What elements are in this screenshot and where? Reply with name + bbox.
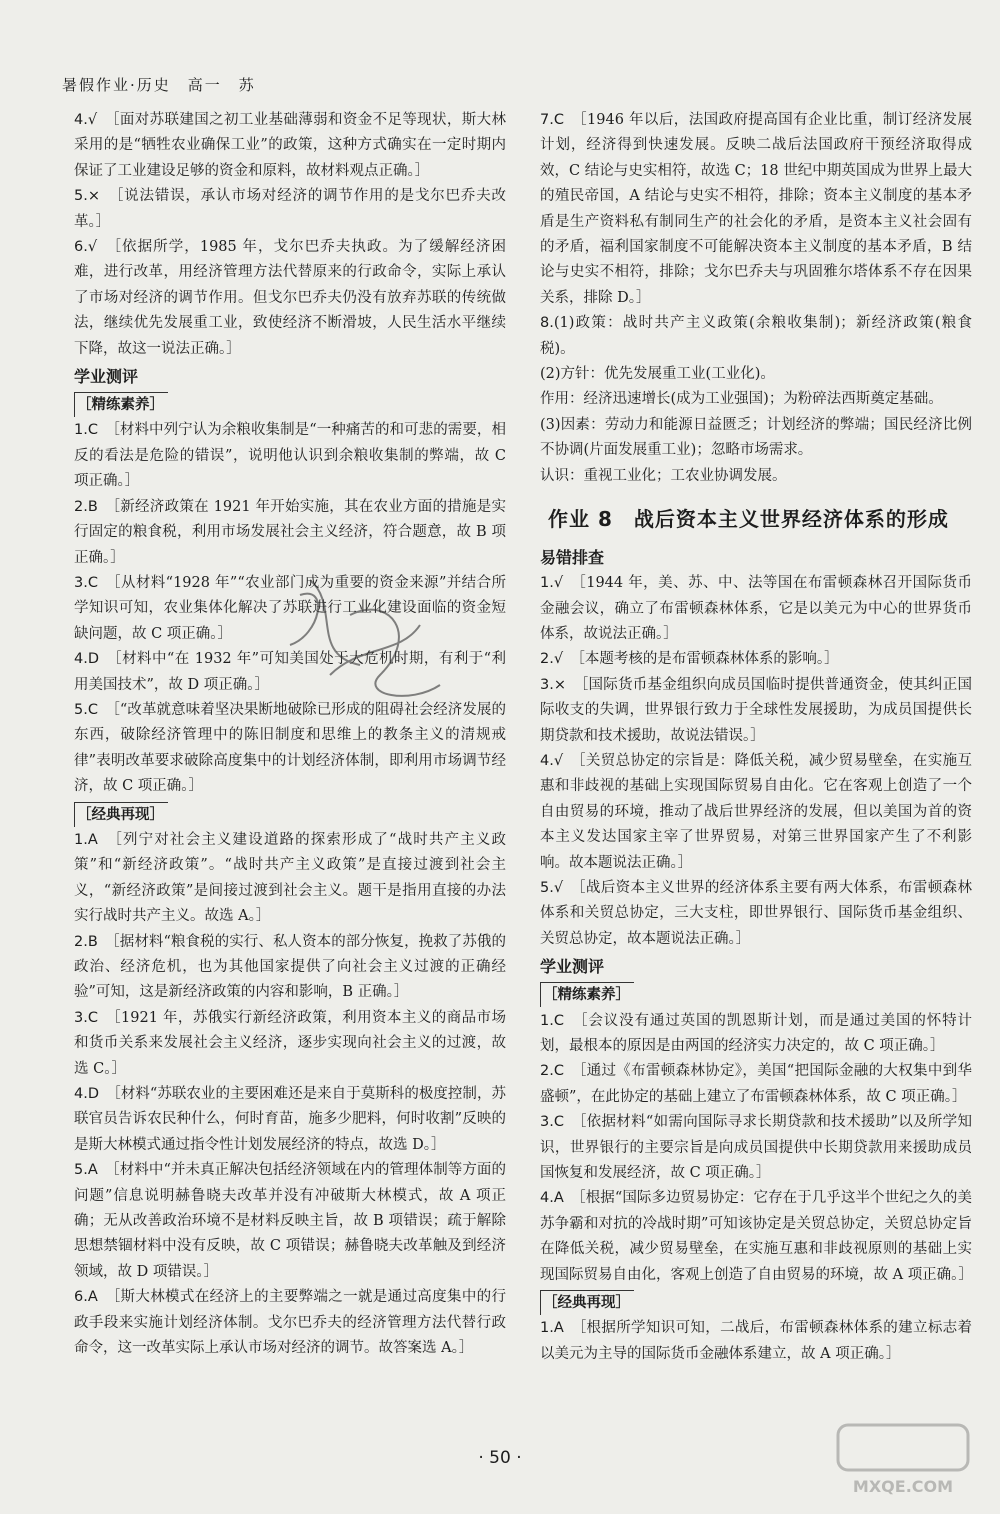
answer-number: 1.C: [540, 1012, 564, 1029]
section-heading: 学业测评: [74, 367, 139, 387]
site-watermark-logo: [828, 1420, 978, 1500]
answer-number: 4.D: [74, 1086, 99, 1103]
answer-text: ［材料中“在 1932 年”可知美国处于大危机时期，有利于“利用美国技术”，故 D 项正确。］: [74, 651, 506, 693]
answer-item: [74, 184, 506, 235]
answer-item: [74, 1285, 506, 1361]
answer-number: 4.√: [540, 752, 564, 769]
answer-number: 8.: [540, 315, 554, 332]
answer-number: 5.C: [74, 701, 98, 718]
answer-text: ［国际货币基金组织向成员国临时提供普通资金，使其纠正国际收支的失调，世界银行致力于全球性发展援助，为成员国提供长期贷款和技术援助，故说法错误。］: [540, 676, 972, 744]
answer-number: 5.×: [74, 188, 100, 205]
answer-number: 1.√: [540, 575, 564, 592]
svg-text:MXQE.COM: MXQE.COM: [852, 1477, 954, 1496]
subsection-heading: ［精练素养］: [540, 982, 634, 1007]
chapter-title: 作业 8 战后资本主义世界经济体系的形成: [548, 507, 949, 532]
answer-text: ［会议没有通过英国的凯恩斯计划，而是通过美国的怀特计划，最根本的原因是由两国的经济实力决定的，故 C 项正确。］: [540, 1012, 972, 1054]
answer-item: [540, 673, 972, 749]
subsection-wrap: [540, 980, 972, 1008]
answer-item: [74, 235, 506, 362]
answer-item: [74, 1082, 506, 1158]
answer-number: 2.B: [74, 498, 98, 515]
answer-item: [540, 311, 972, 362]
handwritten-stamp: [270, 575, 460, 715]
answer-text: ［依据所学，1985 年，戈尔巴乔夫执政。为了缓解经济困难，进行改革，用经济管理方法代替原来的行政命令，实际上承认了市场对经济的调节作用。但戈尔巴乔夫仍没有放弃苏联的传统做法，继续优先发展重工业，致使经济不断滑坡，人民生活水平继续下降，故这一说法正确。］: [74, 239, 506, 357]
answer-item: [74, 418, 506, 494]
subsection-heading: ［精练素养］: [74, 392, 168, 417]
answer-item: [540, 1110, 972, 1186]
answer-item: [74, 1158, 506, 1285]
answer-text: ［材料“苏联农业的主要困难还是来自于莫斯科的极度控制，苏联官员告诉农民种什么，何时育苗，施多少肥料，何时收割”反映的是斯大林模式通过指令性计划发展经济的特点，故选 D。］: [74, 1086, 506, 1153]
subsection-wrap: [540, 1288, 972, 1316]
answer-text: (1)政策：战时共产主义政策(余粮收集制)；新经济政策(粮食税)。: [540, 315, 972, 357]
answer-item: [74, 828, 506, 930]
answer-text: ［依据材料“如需向国际寻求长期贷款和技术援助”以及所学知识，世界银行的主要宗旨是向成员国提供中长期贷款用来援助成员国恢复和发展经济，故 C 项正确。］: [540, 1114, 972, 1182]
answer-number: 4.√: [74, 112, 98, 128]
answer-number: 1.A: [540, 1320, 564, 1337]
section-heading: 易错排查: [540, 548, 605, 568]
page-header: 暑假作业·历史 高一 苏: [62, 76, 256, 94]
answer-number: 5.A: [74, 1162, 98, 1179]
answer-item: [540, 1316, 972, 1367]
answer-text: ［1946 年以后，法国政府提高国有企业比重，制订经济发展计划，经济得到快速发展。反映二战后法国政府干预经济取得成效，C 结论与史实相符，故选 C；18 世纪中期英国成为世界上最大的殖民帝国，A 结论与史实不相符，排除；资本主义制度的基本矛盾是生产资料私有制同生产的社会化的矛盾，是资本主义社会固有的矛盾，福利国家制度不可能解决资本主义制度的基本矛盾，B 结论与史实不相符，排除；戈尔巴乔夫与巩固雅尔塔体系不存在因果关系，排除 D。］: [540, 112, 972, 306]
answer-number: 4.A: [540, 1190, 564, 1207]
answer-number: 6.√: [74, 239, 98, 256]
answer-item: [74, 495, 506, 571]
answer-number: 5.√: [540, 879, 564, 896]
answer-item: [540, 108, 972, 311]
answer-text: ［材料中列宁认为余粮收集制是“一种痛苦的和可悲的需要，相反的看法是危险的错误”，说明他认识到余粮收集制的弊端，故 C 项正确。］: [74, 422, 506, 490]
answer-item: [540, 1059, 972, 1110]
answer-text: ［战后资本主义世界的经济体系主要有两大体系，布雷顿森林体系和关贸总协定，三大支柱，即世界银行、国际货币基金组织、关贸总协定，故本题说法正确。］: [540, 879, 972, 947]
answer-text: ［列宁对社会主义建设道路的探索形成了“战时共产主义政策”和“新经济政策”。“战时共产主义政策”是直接过渡到社会主义，“新经济政策”是间接过渡到社会主义。题干是指用直接的办法实行战时共产主义。故选 A。］: [74, 831, 506, 925]
subsection-wrap: [74, 390, 506, 418]
answer-item: [540, 571, 972, 647]
answer-number: 3.C: [74, 574, 98, 591]
answer-line: 作用：经济迅速增长(成为工业强国)；为粉碎法西斯奠定基础。: [540, 391, 943, 408]
answer-text: ［关贸总协定的宗旨是：降低关税，减少贸易壁垒，在实施互惠和非歧视的基础上实现国际贸易自由化。它在客观上创造了一个自由贸易的环境，推动了战后世界经济的发展，但以美国为首的资本主义发达国家主宰了世界贸易，对第三世界国家产生了不利影响。故本题说法正确。］: [540, 752, 972, 871]
answer-line: (2)方针：优先发展重工业(工业化)。: [540, 366, 775, 383]
answer-item: [74, 930, 506, 1006]
subsection-heading: ［经典再现］: [540, 1290, 634, 1315]
answer-number: 3.C: [74, 1009, 98, 1026]
answer-number: 1.C: [74, 422, 98, 439]
answer-item: [540, 876, 972, 952]
answer-item: [540, 647, 972, 672]
answer-number: 2.C: [540, 1063, 564, 1080]
answer-number: 6.A: [74, 1289, 98, 1306]
answer-text: ［根据“国际多边贸易协定：它存在于几乎这半个世纪之久的美苏争霸和对抗的冷战时期”可知该协定是关贸总协定，关贸总协定旨在降低关税，减少贸易壁垒，在实施互惠和非歧视原则的基础上实现国际贸易自由化，客观上创造了自由贸易的环境，故 A 项正确。］: [540, 1190, 973, 1283]
answer-text: ［从材料“1928 年”“农业部门成为重要的资金来源”并结合所学知识可知，农业集体化解决了苏联进行工业化建设面临的资金短缺问题，故 C 项正确。］: [74, 574, 506, 642]
answer-number: 2.√: [540, 651, 564, 668]
answer-number: 3.×: [540, 676, 566, 693]
answer-text: ［“改革就意味着坚决果断地破除已形成的阻碍社会经济发展的东西，破除经济管理中的陈旧制度和思维上的教条主义的清规戒律”表明改革要求破除高度集中的计划经济体制，即利用市场调节经济，故 C 项正确。］: [74, 701, 506, 795]
subsection-wrap: [74, 800, 506, 828]
answer-text: ［面对苏联建国之初工业基础薄弱和资金不足等现状，斯大林采用的是“牺牲农业确保工业”的政策，这种方式确实在一定时期内保证了工业建设足够的资金和原料，故材料观点正确。］: [74, 112, 506, 179]
answer-item: [540, 749, 972, 876]
answer-text: ［材料中“并未真正解决包括经济领域在内的管理体制等方面的问题”信息说明赫鲁晓夫改革并没有冲破斯大林模式，故 A 项正确；无从改善政治环境不是材料反映主旨，故 B 项错误；疏于解除思想禁锢材料中没有反映，故 C 项错误；赫鲁晓夫改革触及到经济领域，故 D 项错误。］: [74, 1162, 506, 1280]
answer-item: [74, 108, 506, 184]
answer-text: ［据材料“粮食税的实行、私人资本的部分恢复，挽救了苏俄的政治、经济危机，也为其他国家提供了向社会主义过渡的正确经验”可知，这是新经济政策的内容和影响，B 正确。］: [74, 933, 506, 1001]
answer-number: 2.B: [74, 933, 98, 950]
answer-line: (3)因素：劳动力和能源日益匮乏；计划经济的弊端；国民经济比例不协调(片面发展重工业)；忽略市场需求。: [540, 416, 972, 459]
answer-text: ［通过《布雷顿森林协定》，美国“把国际金融的大权集中到华盛顿”，在此协定的基础上建立了布雷顿森林体系，故 C 项正确。］: [540, 1063, 972, 1105]
answer-text: ［1944 年，美、苏、中、法等国在布雷顿森林召开国际货币金融会议，确立了布雷顿森林体系，它是以美元为中心的世界货币体系，故说法正确。］: [540, 575, 972, 642]
answer-text: ［根据所学知识可知，二战后，布雷顿森林体系的建立标志着以美元为主导的国际货币金融体系建立，故 A 项正确。］: [540, 1320, 972, 1362]
answer-text: ［斯大林模式在经济上的主要弊端之一就是通过高度集中的行政手段来实施计划经济体制。戈尔巴乔夫的经济管理方法代替行政命令，这一改革实际上承认市场对经济的调节。故答案选 A。］: [74, 1289, 506, 1357]
left-column: [74, 108, 506, 1362]
answer-item: [540, 1009, 972, 1060]
section-heading: 学业测评: [540, 957, 605, 977]
answer-text: ［新经济政策在 1921 年开始实施，其在农业方面的措施是实行固定的粮食税，利用市场发展社会主义经济，符合题意，故 B 项正确。］: [74, 498, 506, 566]
answer-text: ［本题考核的是布雷顿森林体系的影响。］: [563, 651, 839, 668]
answer-line: 认识：重视工业化；工农业协调发展。: [540, 467, 787, 484]
answer-number: 4.D: [74, 651, 99, 668]
answer-item: [540, 1186, 972, 1288]
answer-number: 7.C: [540, 112, 564, 128]
answer-text: ［1921 年，苏俄实行新经济政策，利用资本主义的商品市场和货币关系来发展社会主义经济，逐步实现向社会主义的过渡，故选 C。］: [74, 1009, 506, 1077]
right-column: [540, 108, 972, 1367]
answer-text: ［说法错误，承认市场对经济的调节作用的是戈尔巴乔夫改革。］: [74, 188, 506, 230]
answer-number: 1.A: [74, 831, 98, 848]
answer-item: [74, 1006, 506, 1082]
page-number: · 50 ·: [478, 1448, 522, 1468]
answer-number: 3.C: [540, 1114, 564, 1131]
subsection-heading: ［经典再现］: [74, 802, 168, 827]
